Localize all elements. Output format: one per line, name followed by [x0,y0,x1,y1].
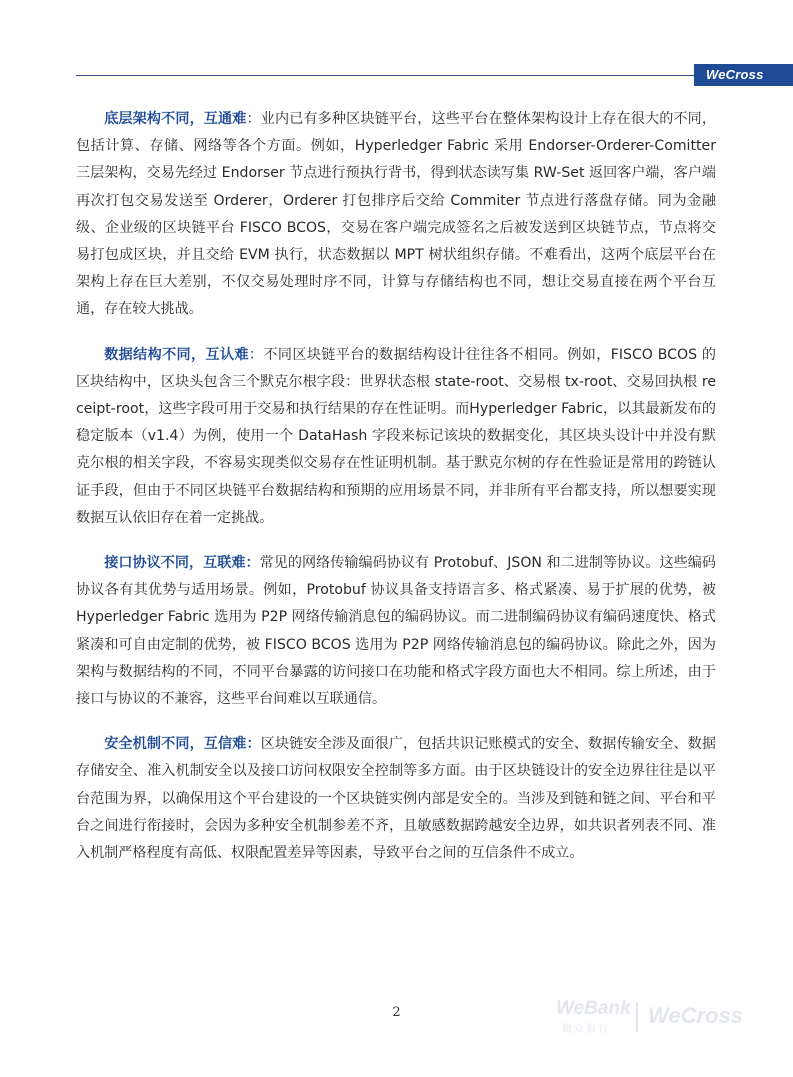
paragraph-security [76,731,716,867]
wecross-header-logo: WeCross [694,64,793,86]
webank-logo: WeBank [556,998,631,1019]
footer-divider [636,1002,638,1032]
paragraph-text: 区块链安全涉及面很广，包括共识记账模式的安全、数据传输安全、数据存储安全、准入机制安全以及接口访问权限安全控制等多方面。由于区块链设计的安全边界往往是以平台范围为界，以确保用这个平台建设的一个区块链实例内部是安全的。当涉及到链和链之间、平台和平台之间进行衔接时，会因为多种安全机制参差不齐，且敏感数据跨越安全边界，如共识者列表不同、准入机制严格程度有高低、权限配置差异等因素，导致平台之间的互信条件不成立。 [76,736,716,862]
webank-logo-subtitle: 微众银行 [562,1024,610,1035]
document-body [76,106,716,885]
wecross-logo: WeCross [648,1003,743,1028]
paragraph-heading: 安全机制不同，互信难： [104,736,261,753]
paragraph-text: 常见的网络传输编码协议有 Protobuf、JSON 和二进制等协议。这些编码协议各有其优势与适用场景。例如，Protobuf 协议具备支持语言多、格式紧凑、易于扩展的优势，被 Hyperledger Fabric 选用为 P2P 网络传输消息包的编码协议。而二进制编码协议有编码速度快、格式紧凑和可自由定制的优势，被 FISCO BCOS 选用为 P2P 网络传输消息包的编码协议。除此之外，因为架构与数据结构的不同，不同平台暴露的访问接口在功能和格式字段方面也大不相同。综上所述，由于接口与协议的不兼容，这些平台间难以互联通信。 [76,555,717,708]
paragraph-architecture [76,106,716,324]
paragraph-heading: 数据结构不同，互认难 [104,346,249,363]
paragraph-interface-protocol [76,550,716,713]
paragraph-heading: 接口协议不同，互联难： [104,555,260,572]
paragraph-text: ：不同区块链平台的数据结构设计往往各不相同。例如，FISCO BCOS 的区块结构中，区块头包含三个默克尔根字段：世界状态根 state-root、交易根 tx-root、交易回执根 receipt-root，这些字段可用于交易和执行结果的存在性证明。而Hyperledger Fabric，以其最新发布的稳定版本（v1.4）为例，使用一个 DataHash 字段来标记该块的数据变化，其区块头设计中并没有默克尔根的相关字段，不容易实现类似交易存在性证明机制。基于默克尔树的存在性验证是常用的跨链认证手段，但由于不同区块链平台数据结构和预期的应用场景不同，并非所有平台都支持，所以想要实现数据互认依旧存在着一定挑战。 [76,346,717,526]
paragraph-text: ：业内已有多种区块链平台，这些平台在整体架构设计上存在很大的不同，包括计算、存储、网络等各个方面。例如，Hyperledger Fabric 采用 Endorser-Orderer-Comitter 三层架构，交易先经过 Endorser 节点进行预执行背书，得到状态读写集 RW-Set 返回客户端，客户端再次打包交易发送至 Orderer，Orderer 打包排序后交给 Commiter 节点进行落盘存储。同为金融级、企业级的区块链平台 FISCO BCOS，交易在客户端完成签名之后被发送到区块链节点，节点将交易打包成区块，并且交给 EVM 执行，状态数据以 MPT 树状组织存储。不难看出，这两个底层平台在架构上存在巨大差别，不仅交易处理时序不同，计算与存储结构也不同，想让交易直接在两个平台互通，存在较大挑战。 [76,111,717,318]
page-number: 2 [392,1005,401,1020]
paragraph-data-structure [76,342,716,532]
paragraph-heading: 底层架构不同，互通难 [104,111,247,127]
footer-watermark-logos [556,998,776,1038]
header-rule [76,75,694,76]
